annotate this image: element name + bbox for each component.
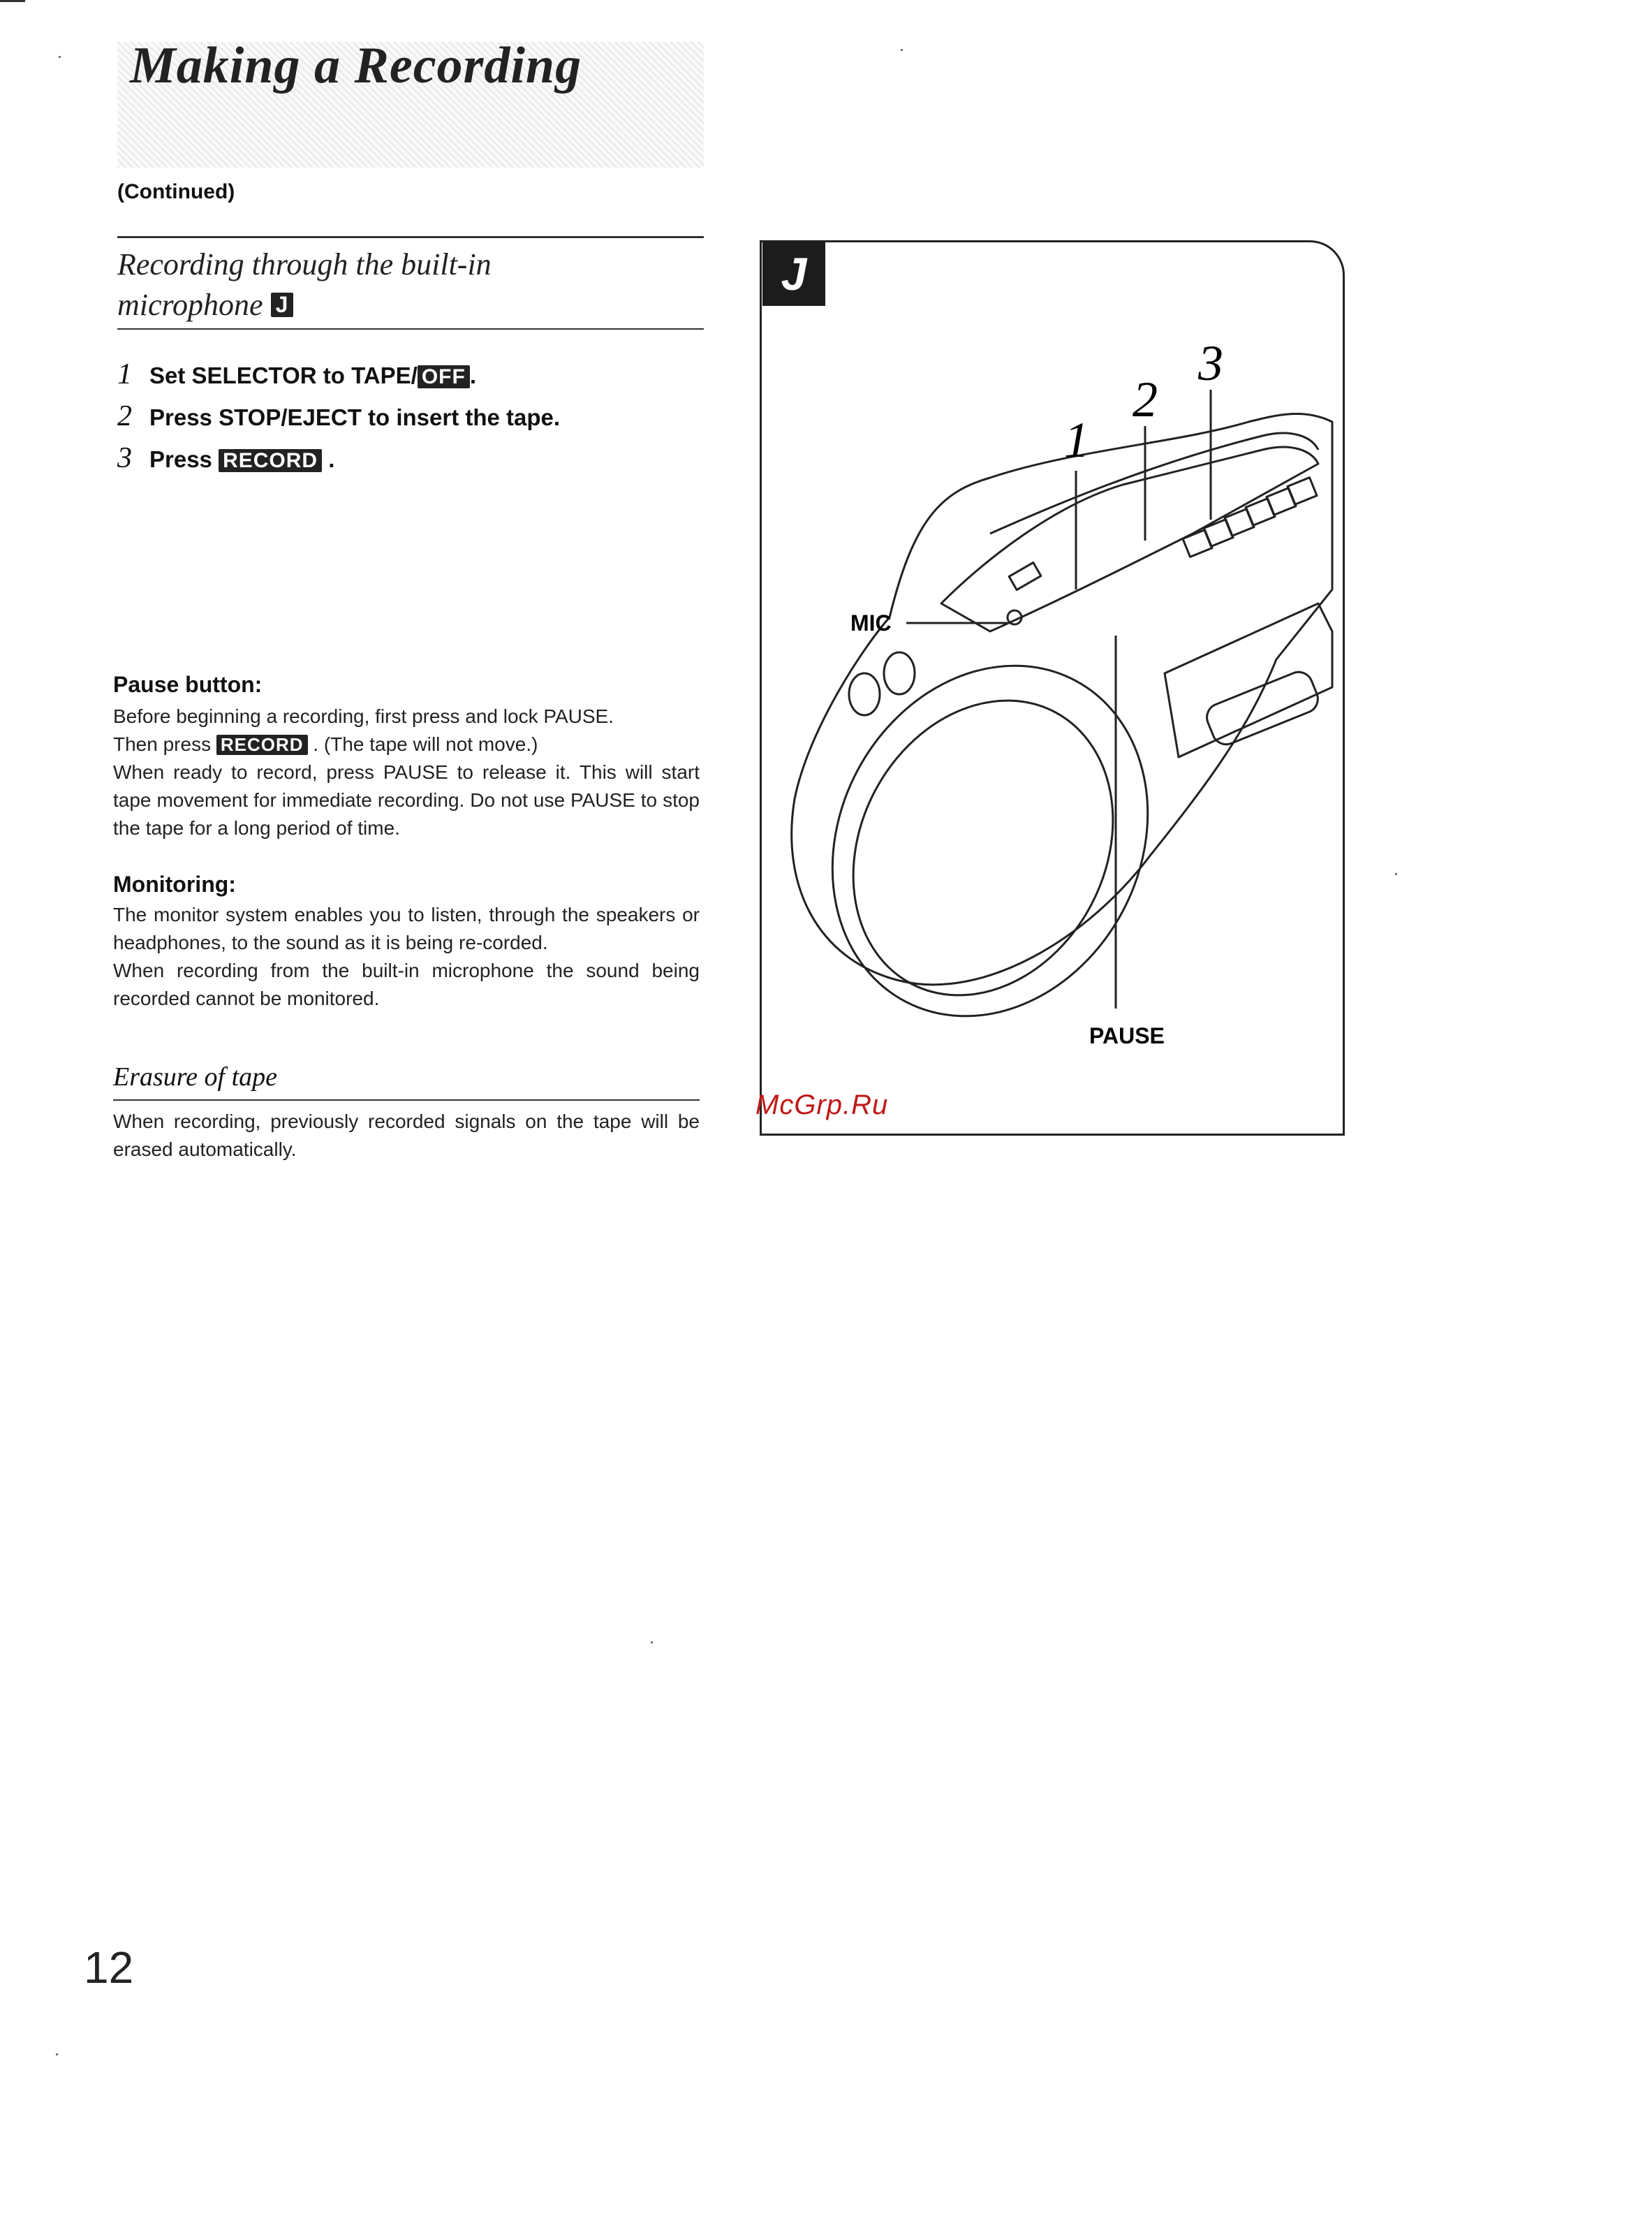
step-1-chip: OFF [418,365,470,388]
knob-left [849,673,880,715]
scan-speck [1395,873,1397,875]
cassette-window [1203,668,1322,749]
scan-speck [59,56,61,58]
page-title: Making a Recording [130,37,582,94]
callout-2: 2 [1133,372,1158,427]
pause-line2-post: . (The tape will not move.) [307,733,538,755]
transport-buttons [1183,478,1317,557]
step-1-number: 1 [117,358,132,390]
step-1-suffix: . [469,362,476,388]
pause-label: PAUSE [1089,1023,1165,1048]
step-3-suffix: . [322,446,335,472]
section-heading-line1: Recording through the built-in [117,247,492,281]
watermark: McGrp.Ru [755,1090,889,1120]
section-rule-top [117,236,704,238]
pause-text [113,703,700,842]
corner-mark [0,0,25,2]
pause-line2 [113,731,700,758]
pause-line1: Before beginning a recording, first press and lock PAUSE. [113,705,614,727]
section-rule-bottom [117,328,704,330]
section-heading-line2: microphone [117,288,263,322]
body-outline [792,413,1332,984]
pause-heading: Pause button: [113,672,263,697]
step-1-text: Set SELECTOR to TAPE/ [149,362,418,388]
step-1 [117,358,476,391]
monitoring-para2: When recording from the built-in microphone the sound being recorded cannot be monitored. [113,960,700,1009]
step-3-text: Press [149,446,219,472]
section-heading [117,244,704,325]
section-badge: J [271,293,294,317]
step-2-number: 2 [117,400,132,432]
monitoring-text [113,901,700,1013]
step-2 [117,400,560,433]
monitoring-para1: The monitor system enables you to listen, through the speakers or headphones, to the sound as it is being re-corded. [113,904,700,953]
mic-label: MIC [850,610,892,636]
step-2-text: Press STOP/EJECT to insert the tape. [149,404,561,430]
scan-speck [901,49,903,51]
selector-switch [1009,562,1041,589]
callout-3: 3 [1198,335,1223,391]
page-number: 12 [84,1942,134,1993]
pause-line3: When ready to record, press PAUSE to release it. This will start tape movement for immediate recording. Do not use PAUSE to stop the tape for a long period of time. [113,761,700,839]
step-3 [117,441,334,475]
scan-speck [651,1641,653,1643]
scan-speck [56,2053,58,2055]
erasure-text: When recording, previously recorded signals on the tape will be erased automatically. [113,1111,700,1160]
step-3-chip: RECORD [219,449,322,472]
speaker-outer [772,610,1208,1071]
continued-label: (Continued) [117,180,235,203]
figure-badge: J [762,242,825,306]
monitoring-heading: Monitoring: [113,872,236,897]
step-3-number: 3 [117,442,132,474]
erasure-heading: Erasure of tape [113,1062,278,1092]
pause-line2-chip: RECORD [216,735,308,755]
pause-line2-pre: Then press [113,733,216,755]
boombox-illustration [760,240,1345,1136]
knob-right [884,652,915,694]
callout-1: 1 [1064,412,1089,468]
erasure-rule [113,1099,700,1101]
cassette-door [1165,603,1332,757]
